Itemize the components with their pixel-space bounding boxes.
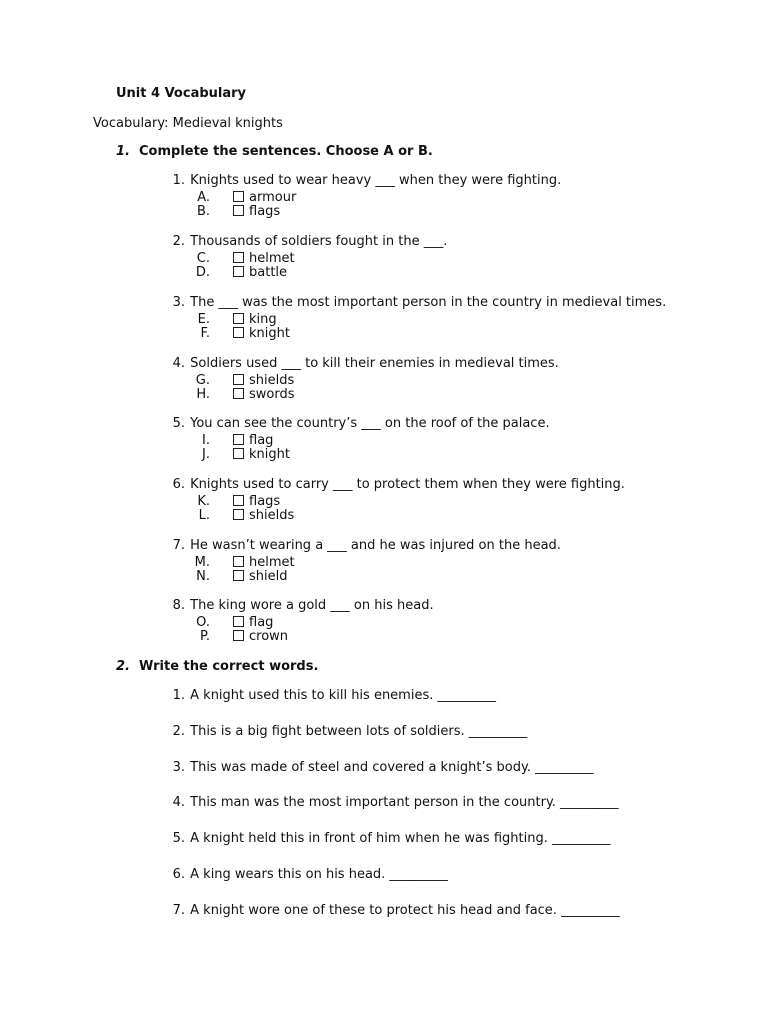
question-text: Knights used to wear heavy ___ when they were fighting. — [190, 173, 562, 188]
question-text: Thousands of soldiers fought in the ___. — [190, 234, 448, 249]
option-letter: N. — [196, 569, 210, 584]
option-letter: M. — [194, 555, 210, 570]
option-letter: K. — [197, 494, 210, 509]
question-number: 7. — [172, 538, 185, 553]
checkbox-icon[interactable] — [233, 630, 244, 641]
question-text: A knight wore one of these to protect his head and face. _________ — [190, 903, 620, 918]
checkbox-icon[interactable] — [233, 448, 244, 459]
checkbox-icon[interactable] — [233, 313, 244, 324]
option-i[interactable] — [190, 434, 273, 448]
section-1-number: 1. — [116, 144, 130, 159]
question-text: The king wore a gold ___ on his head. — [190, 598, 434, 613]
option-letter: C. — [196, 251, 210, 266]
option-d[interactable] — [190, 266, 287, 280]
checkbox-icon[interactable] — [233, 252, 244, 263]
question-number: 7. — [172, 903, 185, 918]
checkbox-icon[interactable] — [233, 327, 244, 338]
question-text: The ___ was the most important person in the country in medieval times. — [190, 295, 667, 310]
question-number: 6. — [172, 477, 185, 492]
write-question-6[interactable] — [160, 867, 448, 882]
option-a[interactable] — [190, 191, 296, 205]
write-question-4[interactable] — [160, 795, 619, 810]
section-2-instructions: Write the correct words. — [139, 659, 319, 674]
checkbox-icon[interactable] — [233, 495, 244, 506]
section-2-number: 2. — [116, 659, 130, 674]
question-text: This is a big fight between lots of soldiers. _________ — [190, 724, 528, 739]
question-text: This was made of steel and covered a knight’s body. _________ — [190, 760, 594, 775]
option-word: knight — [249, 326, 290, 341]
write-question-1[interactable] — [160, 688, 496, 703]
option-word: shields — [249, 508, 295, 523]
option-l[interactable] — [190, 509, 294, 523]
checkbox-icon[interactable] — [233, 266, 244, 277]
question-text: A king wears this on his head. _________ — [190, 867, 448, 882]
checkbox-icon[interactable] — [233, 570, 244, 581]
question-number: 1. — [172, 173, 185, 188]
option-n[interactable] — [190, 570, 288, 584]
question-number: 2. — [172, 724, 185, 739]
option-letter: P. — [200, 629, 210, 644]
option-k[interactable] — [190, 495, 280, 509]
option-g[interactable] — [190, 374, 294, 388]
question-text: This man was the most important person in the country. _________ — [190, 795, 619, 810]
question-4 — [160, 356, 559, 371]
option-letter: F. — [200, 326, 210, 341]
option-f[interactable] — [190, 327, 290, 341]
option-word: armour — [249, 190, 297, 205]
option-letter: O. — [196, 615, 210, 630]
option-word: helmet — [249, 555, 295, 570]
option-word: knight — [249, 447, 290, 462]
option-letter: I. — [202, 433, 210, 448]
option-word: battle — [249, 265, 288, 280]
section-1-heading — [116, 144, 433, 159]
checkbox-icon[interactable] — [233, 434, 244, 445]
write-question-5[interactable] — [160, 831, 610, 846]
question-number: 5. — [172, 416, 185, 431]
option-word: shields — [249, 373, 295, 388]
checkbox-icon[interactable] — [233, 616, 244, 627]
option-m[interactable] — [190, 556, 295, 570]
checkbox-icon[interactable] — [233, 191, 244, 202]
question-8 — [160, 598, 434, 613]
option-word: shield — [249, 569, 288, 584]
question-text: A knight held this in front of him when he was fighting. _________ — [190, 831, 611, 846]
question-number: 5. — [172, 831, 185, 846]
option-word: flag — [249, 615, 274, 630]
question-3 — [160, 295, 666, 310]
option-letter: G. — [195, 373, 210, 388]
section-1-instructions: Complete the sentences. Choose A or B. — [139, 144, 433, 159]
question-text: Soldiers used ___ to kill their enemies in medieval times. — [190, 356, 559, 371]
question-number: 1. — [172, 688, 185, 703]
question-number: 4. — [172, 356, 185, 371]
question-5 — [160, 416, 550, 431]
checkbox-icon[interactable] — [233, 556, 244, 567]
question-number: 3. — [172, 295, 185, 310]
option-p[interactable] — [190, 630, 288, 644]
option-word: flags — [249, 204, 281, 219]
question-number: 3. — [172, 760, 185, 775]
checkbox-icon[interactable] — [233, 509, 244, 520]
checkbox-icon[interactable] — [233, 205, 244, 216]
question-text: Knights used to carry ___ to protect them when they were fighting. — [190, 477, 625, 492]
page-subtitle: Vocabulary: Medieval knights — [93, 116, 283, 131]
option-letter: B. — [196, 204, 210, 219]
question-6 — [160, 477, 625, 492]
option-j[interactable] — [190, 448, 290, 462]
option-o[interactable] — [190, 616, 273, 630]
checkbox-icon[interactable] — [233, 388, 244, 399]
page-title: Unit 4 Vocabulary — [116, 86, 247, 101]
question-7 — [160, 538, 561, 553]
question-number: 4. — [172, 795, 185, 810]
option-letter: L. — [198, 508, 210, 523]
option-word: flag — [249, 433, 274, 448]
option-word: crown — [249, 629, 289, 644]
option-letter: J. — [202, 447, 210, 462]
question-number: 2. — [172, 234, 185, 249]
option-b[interactable] — [190, 205, 280, 219]
question-2 — [160, 234, 447, 249]
question-text: A knight used this to kill his enemies. _________ — [190, 688, 496, 703]
question-1 — [160, 173, 561, 188]
write-question-2[interactable] — [160, 724, 527, 739]
option-word: helmet — [249, 251, 295, 266]
option-h[interactable] — [190, 388, 295, 402]
section-2-heading — [116, 659, 318, 674]
option-letter: H. — [196, 387, 210, 402]
question-text: You can see the country’s ___ on the roof of the palace. — [190, 416, 550, 431]
question-text: He wasn’t wearing a ___ and he was injured on the head. — [190, 538, 561, 553]
option-letter: D. — [195, 265, 210, 280]
write-question-3[interactable] — [160, 760, 594, 775]
option-word: king — [249, 312, 277, 327]
option-c[interactable] — [190, 252, 295, 266]
option-e[interactable] — [190, 313, 277, 327]
question-number: 8. — [172, 598, 185, 613]
option-letter: E. — [197, 312, 210, 327]
option-letter: A. — [197, 190, 210, 205]
question-number: 6. — [172, 867, 185, 882]
option-word: flags — [249, 494, 281, 509]
write-question-7[interactable] — [160, 903, 620, 918]
checkbox-icon[interactable] — [233, 374, 244, 385]
option-word: swords — [249, 387, 295, 402]
